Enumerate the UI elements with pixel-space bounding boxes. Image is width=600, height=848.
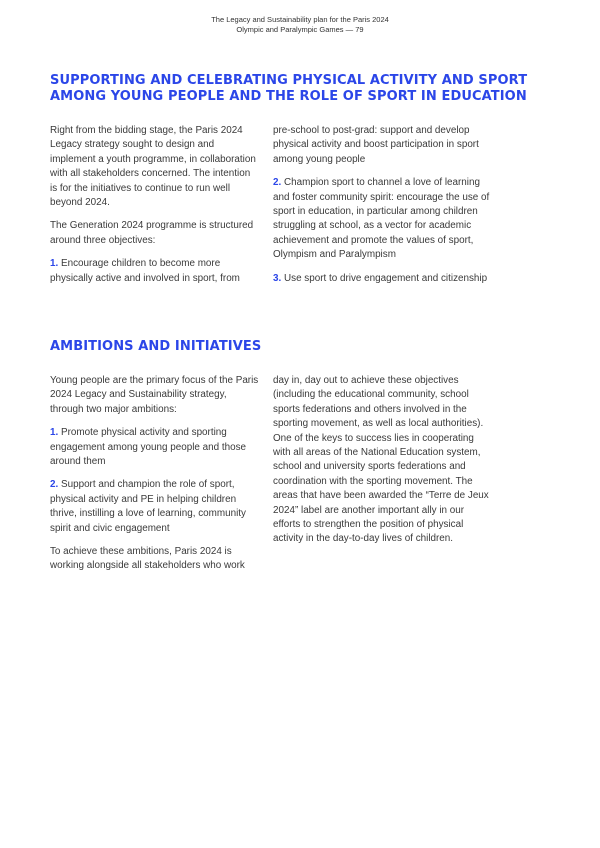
section-title-ambitions: AMBITIONS AND INITIATIVES	[50, 339, 262, 354]
list-item	[50, 257, 260, 286]
section2-right-column	[273, 374, 491, 547]
paragraph: The Generation 2024 programme is structured around three objectives:	[50, 220, 254, 246]
running-header-page-number: Olympic and Paralympic Games — 79	[236, 25, 364, 34]
list-item	[273, 176, 493, 262]
list-number: 1.	[50, 258, 59, 270]
list-number: 1.	[50, 427, 59, 439]
paragraph: To achieve these ambitions, Paris 2024 is working alongside all stakeholders who work	[50, 546, 245, 572]
list-item-text: Promote physical activity and sporting engagement among young people and those around them	[50, 427, 247, 468]
list-item-text: Champion sport to channel a love of learning and foster community spirit: encourage the use of sport in education, in particular among children struggling at school, as a vector for academic achievement and promote the values of sport, Olympism and Paralympism	[273, 177, 490, 261]
section-title-line-2: AMONG YOUNG PEOPLE AND THE ROLE OF SPORT IN EDUCATION	[50, 89, 527, 104]
section1-right-column	[273, 124, 493, 286]
paragraph: day in, day out to achieve these objectives (including the educational community, school sports federations and others involved in the sporting movement, as well as local authorities). One of the keys to success lies in cooperating with all areas of the National Education system, school and university sports federations and coordination with the sporting movement. The areas that have been awarded the “Terre de Jeux 2024” label are another important ally in our efforts to strengthen the position of physical activity in the day-to-day lives of children.	[273, 375, 489, 545]
paragraph: pre-school to post-grad: support and develop physical activity and boost participation in sport among young people	[273, 125, 479, 165]
running-header	[0, 15, 600, 35]
list-number: 2.	[273, 177, 282, 189]
list-item	[50, 426, 260, 469]
section1-left-column	[50, 124, 260, 286]
section-title-line-1: SUPPORTING AND CELEBRATING PHYSICAL ACTIVITY AND SPORT	[50, 73, 528, 88]
list-item-text: Use sport to drive engagement and citizenship	[284, 272, 488, 284]
list-item-text: Support and champion the role of sport, physical activity and PE in helping children thrive, instilling a love of learning, community spirit and civic engagement	[50, 479, 246, 534]
running-header-title: The Legacy and Sustainability plan for the Paris 2024	[211, 15, 389, 24]
list-item	[50, 478, 260, 536]
list-item-text: Encourage children to become more physically active and involved in sport, from	[50, 258, 240, 284]
list-item	[273, 272, 493, 286]
section2-left-column	[50, 374, 260, 574]
paragraph: Young people are the primary focus of the Paris 2024 Legacy and Sustainability strategy, through two major ambitions:	[50, 375, 259, 415]
paragraph: Right from the bidding stage, the Paris 2024 Legacy strategy sought to design and implement a youth programme, in collaboration with all stakeholders concerned. The intention is for the initiatives to continue to run well beyond 2024.	[50, 125, 256, 209]
list-number: 3.	[273, 272, 282, 284]
section-title-supporting-sport	[50, 73, 550, 105]
list-number: 2.	[50, 479, 59, 491]
